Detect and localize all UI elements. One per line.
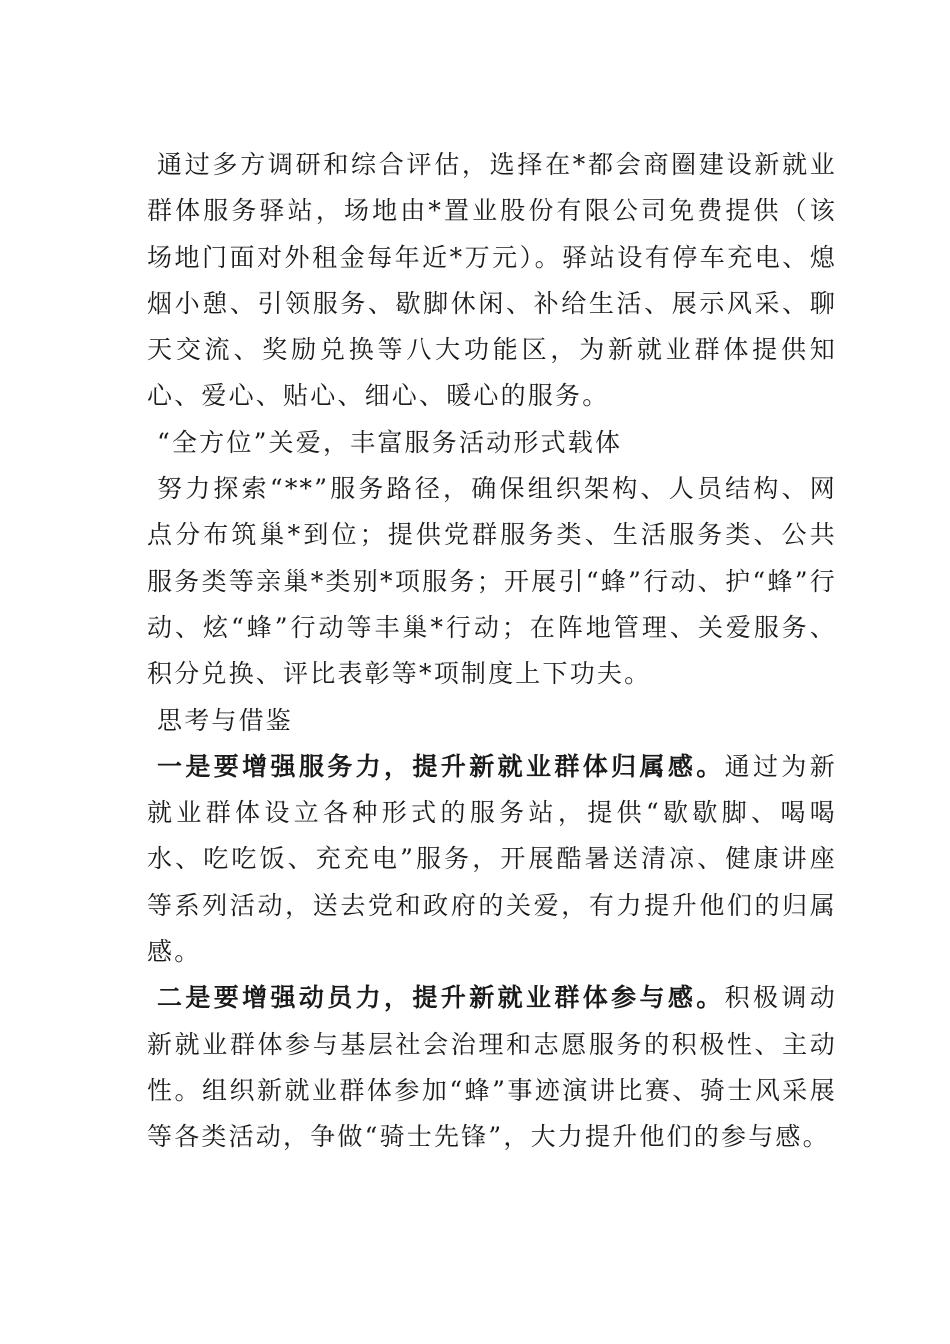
section-heading-reflection — [147, 698, 837, 744]
section-heading-care — [147, 420, 837, 466]
paragraph-station-intro — [147, 142, 837, 420]
heading-text: 思考与借鉴 — [157, 705, 294, 735]
paragraph-text: 通过为新就业群体设立各种形式的服务站，提供“歇歇脚、喝喝水、吃吃饭、充充电”服务，开展酷暑送清凉、健康讲座等系列活动，送去党和政府的关爱，有力提升他们的归属感。 — [147, 751, 837, 967]
paragraph-text: 通过多方调研和综合评估，选择在*都会商圈建设新就业群体服务驿站，场地由*置业股份有限公司免费提供（该场地门面对外租金每年近*万元）。驿站设有停车充电、熄烟小憩、引领服务、歇脚休闲、补给生活、展示风采、聊天交流、奖励兑换等八大功能区，为新就业群体提供知心、爱心、贴心、细心、暖心的服务。 — [147, 150, 837, 411]
paragraph-lead: 一是要增强服务力，提升新就业群体归属感。 — [157, 751, 725, 781]
paragraph-mobilization-power — [147, 975, 837, 1160]
paragraph-service-power — [147, 744, 837, 975]
paragraph-lead: 二是要增强动员力，提升新就业群体参与感。 — [157, 983, 725, 1013]
paragraph-text: 努力探索“**”服务路径，确保组织架构、人员结构、网点分布筑巢*到位；提供党群服务类、生活服务类、公共服务类等亲巢*类别*项服务；开展引“蜂”行动、护“蜂”行动、炫“蜂”行动等丰巢*行动；在阵地管理、关爱服务、积分兑换、评比表彰等*项制度上下功夫。 — [147, 474, 837, 689]
paragraph-service-path — [147, 466, 837, 697]
heading-text: “全方位”关爱，丰富服务活动形式载体 — [157, 427, 623, 457]
document-body — [147, 142, 837, 1161]
paragraph-text: 积极调动新就业群体参与基层社会治理和志愿服务的积极性、主动性。组织新就业群体参加“蜂”事迹演讲比赛、骑士风采展等各类活动，争做“骑士先锋”，大力提升他们的参与感。 — [147, 983, 837, 1152]
